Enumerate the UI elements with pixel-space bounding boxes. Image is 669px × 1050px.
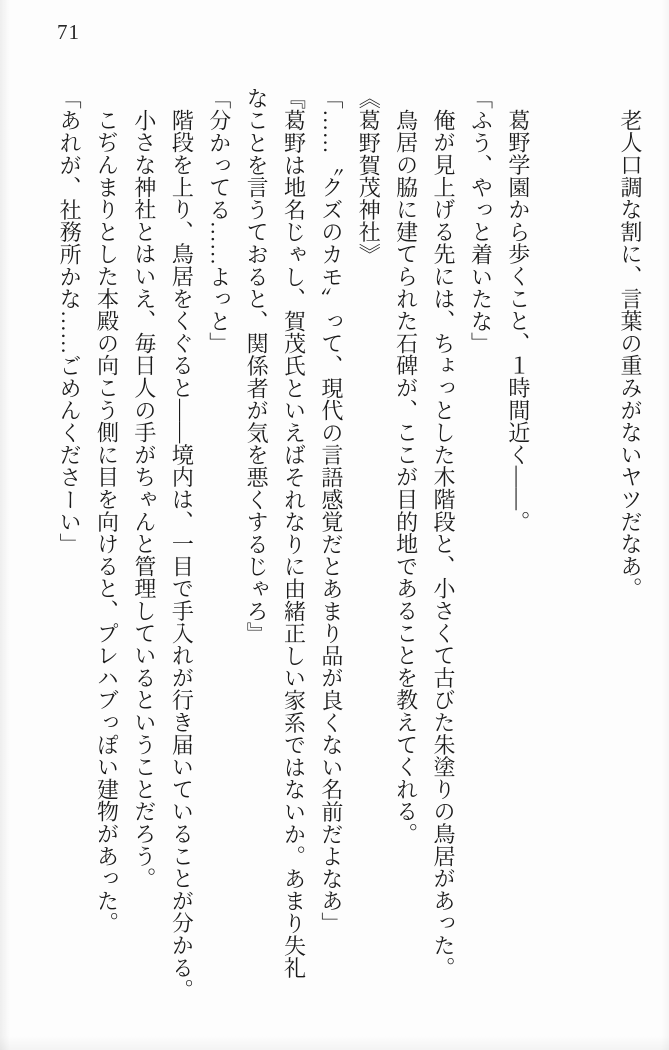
text-line: こぢんまりとした本殿の向こう側に目を向けると、プレハブっぽい建物があった。 [94, 109, 120, 935]
text-line: 「分かってる……よっと」 [206, 87, 232, 355]
page-number: 71 [57, 20, 80, 44]
text-line: 俺が見上げる先には、ちょっとした木階段と、小さくて古びた朱塗りの鳥居があった。 [431, 109, 457, 979]
text-line: 『葛野は地名じゃし、賀茂氏といえばそれなりに由緒正しい家系ではないか。あまり失礼 [281, 87, 307, 979]
text-line: 鳥居の脇に建てられた石碑が、ここが目的地であることを教えてくれる。 [393, 109, 419, 845]
text-line: なことを言うておると、関係者が気を悪くするじゃろ』 [244, 87, 270, 645]
text-line: 小さな神社とはいえ、毎日人の手がちゃんと管理しているということだろう。 [131, 109, 157, 890]
blank-line [574, 87, 611, 1003]
text-line: 老人口調な割に、言葉の重みがないヤツだなあ。 [618, 109, 643, 600]
text-line: 「ふう、やっと着いたな」 [468, 87, 494, 355]
blank-line [537, 87, 574, 1003]
text-line: 「あれが、社務所かな……ごめんくださーい」 [57, 87, 83, 556]
text-line: 葛野学園から歩くこと、１時間近く――。 [505, 109, 531, 533]
vertical-text-block [51, 87, 649, 1003]
text-line: 《葛野賀茂神社》 [356, 87, 382, 266]
text-line: 階段を上り、鳥居をくぐると――境内は、一目で手入れが行き届いていることが分かる。 [169, 109, 195, 1001]
text-line: 「……〝クズのカモ〟って、現代の言語感覚だとあまり品が良くない名前だよなあ」 [318, 87, 344, 935]
